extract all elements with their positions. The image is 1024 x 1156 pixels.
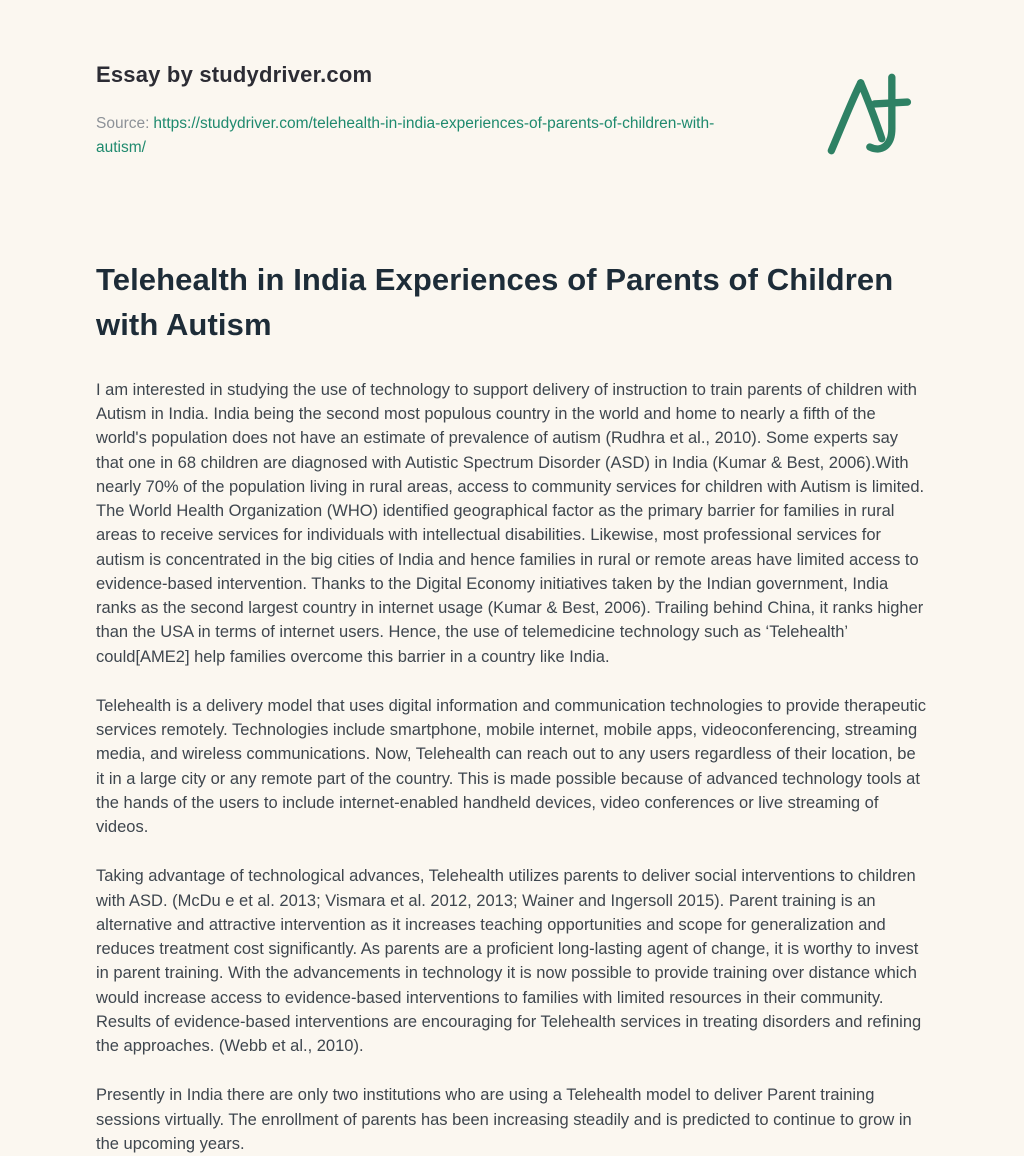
source-line — [96, 112, 746, 160]
studydriver-logo-icon — [824, 68, 912, 160]
essay-title: Telehealth in India Experiences of Parents of Children with Autism — [96, 262, 894, 342]
essay-paragraph: Presently in India there are only two institutions who are using a Telehealth model to deliver Parent training sessions virtually. The enrollment of parents has been increasing steadily and is predicted to continue to grow in the upcoming years. — [96, 1086, 912, 1153]
page-header — [96, 62, 928, 160]
essay-paragraph: Taking advantage of technological advances, Telehealth utilizes parents to deliver social interventions to children with ASD. (McDu e et al. 2013; Vismara et al. 2012, 2013; Wainer and Ingersoll 2015). Parent training is an alternative and attractive intervention as it increases teaching opportunities and scope for generalization and reduces treatment cost significantly. As parents are a proficient long-lasting agent of change, it is worthy to invest in parent training. With the advancements in technology it is now possible to provide training over distance which would increase access to evidence-based interventions to families with limited resources in their community. Results of evidence-based interventions are encouraging for Telehealth services in treating disorders and refining the approaches. (Webb et al., 2010). — [96, 867, 922, 1056]
source-link[interactable]: https://studydriver.com/telehealth-in-india-experiences-of-parents-of-children-with-autism/ — [96, 115, 715, 157]
source-label: Source: — [96, 115, 150, 132]
essay-paragraph: Telehealth is a delivery model that uses digital information and communication technologies to provide therapeutic services remotely. Technologies include smartphone, mobile internet, mobile apps, videoconferencing, streaming media, and wireless communications. Now, Telehealth can reach out to any users regardless of their location, be it in a large city or any remote part of the country. This is made possible because of advanced technology tools at the hands of the users to include internet-enabled handheld devices, video conferences or live streaming of videos. — [96, 696, 927, 837]
essay-paragraph: I am interested in studying the use of technology to support delivery of instruction to train parents of children with Autism in India. India being the second most populous country in the world and home to nearly a fifth of the world's population does not have an estimate of prevalence of autism (Rudhra et al., 2010). Some experts say that one in 68 children are diagnosed with Autistic Spectrum Disorder (ASD) in India (Kumar & Best, 2006).With nearly 70% of the population living in rural areas, access to community services for children with Autism is limited. The World Health Organization (WHO) identified geographical factor as the primary barrier for families in rural areas to receive services for individuals with intellectual disabilities. Likewise, most professional services for autism is concentrated in the big cities of India and hence families in rural or remote areas have limited access to evidence-based intervention. Thanks to the Digital Economy initiatives taken by the Indian government, India ranks as the second largest country in internet usage (Kumar & Best, 2006). Trailing behind China, it ranks higher than the USA in terms of internet users. Hence, the use of telemedicine technology such as ‘Telehealth’ could[AME2] help families overcome this barrier in a country like India. — [96, 380, 925, 666]
byline: Essay by studydriver.com — [96, 62, 373, 87]
essay-body — [96, 258, 928, 1156]
